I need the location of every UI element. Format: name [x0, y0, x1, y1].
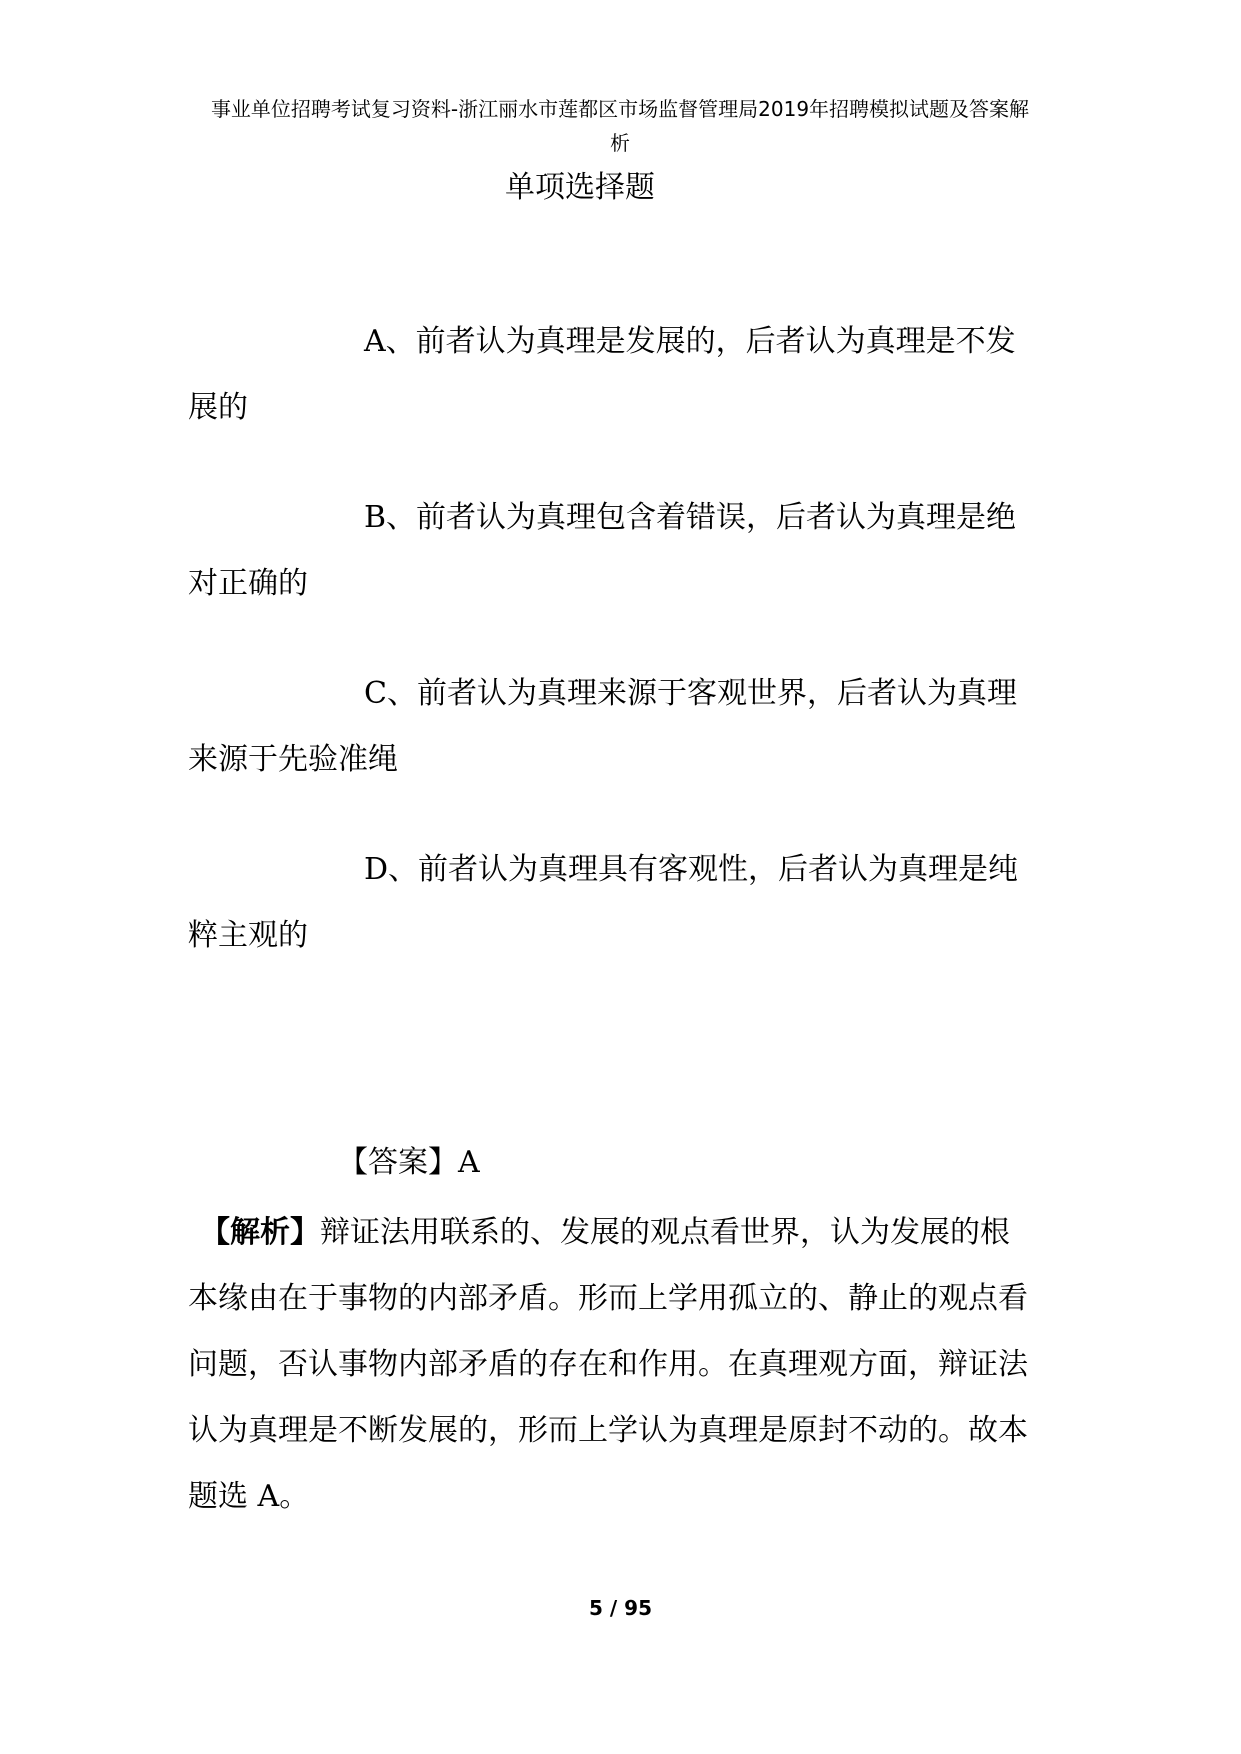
answer-value: A — [458, 1145, 480, 1180]
option-b-line-2: 对正确的 — [188, 566, 308, 601]
analysis-line-2: 本缘由在于事物的内部矛盾。形而上学用孤立的、静止的观点看 — [188, 1281, 1028, 1316]
analysis-line-1 — [188, 1200, 1058, 1266]
option-b-line-1: B、前者认为真理包含着错误，后者认为真理是绝 — [364, 500, 1017, 535]
answer-label: 【答案】 — [338, 1145, 458, 1180]
option-a-line-2: 展的 — [188, 390, 248, 425]
page-number: 5 / 95 — [589, 1596, 652, 1620]
header-line-2: 析 — [610, 131, 630, 155]
option-d-line-2: 粹主观的 — [188, 918, 308, 953]
option-d — [188, 837, 1058, 969]
header-line-1: 事业单位招聘考试复习资料-浙江丽水市莲都区市场监督管理局2019年招聘模拟试题及答案解 — [210, 97, 1030, 121]
document-header — [150, 92, 1090, 160]
option-b — [188, 485, 1058, 617]
analysis — [188, 1200, 1058, 1530]
analysis-label: 【解析】 — [200, 1215, 320, 1250]
option-c — [188, 661, 1058, 793]
answer — [338, 1143, 480, 1183]
analysis-line-3: 问题，否认事物内部矛盾的存在和作用。在真理观方面，辩证法 — [188, 1347, 1028, 1382]
option-a-line-1: A、前者认为真理是发展的，后者认为真理是不发 — [364, 324, 1016, 359]
analysis-line-5: 题选 A。 — [188, 1479, 310, 1514]
option-d-line-1: D、前者认为真理具有客观性，后者认为真理是纯 — [364, 852, 1019, 887]
section-title: 单项选择题 — [505, 170, 655, 205]
option-c-line-2: 来源于先验准绳 — [188, 742, 398, 777]
analysis-line-4: 认为真理是不断发展的，形而上学认为真理是原封不动的。故本 — [188, 1413, 1028, 1448]
option-a — [188, 309, 1058, 441]
analysis-text-1: 辩证法用联系的、发展的观点看世界，认为发展的根 — [320, 1215, 1010, 1250]
option-c-line-1: C、前者认为真理来源于客观世界，后者认为真理 — [364, 676, 1017, 711]
